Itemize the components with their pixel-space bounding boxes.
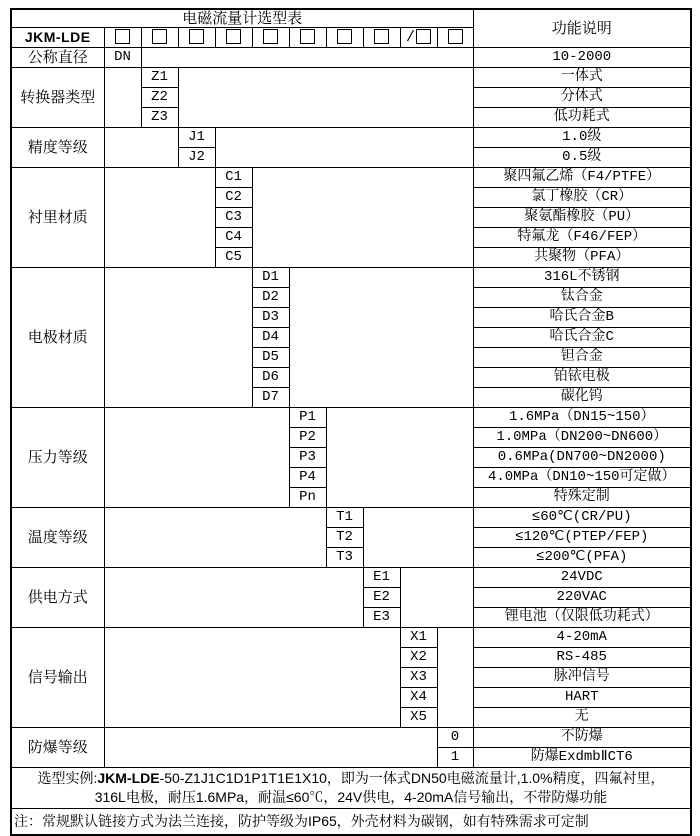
spacer-cell [104,628,400,728]
function-description: 哈氏合金C [473,328,691,348]
option-row [11,628,691,648]
category-label: 精度等级 [11,128,104,168]
code-cell-E1: E1 [363,568,400,588]
function-description: 碳化钨 [473,388,691,408]
option-row [11,68,691,88]
model-checkbox-2[interactable] [152,29,167,44]
option-row [11,728,691,748]
code-cell-J2: J2 [178,148,215,168]
flowmeter-selection-table [10,8,692,836]
code-cell-D5: D5 [252,348,289,368]
function-description: 一体式 [473,68,691,88]
code-cell-D3: D3 [252,308,289,328]
function-description: RS-485 [473,648,691,668]
function-description: HART [473,688,691,708]
model-checkbox-cell-8 [363,28,400,48]
code-cell-X5: X5 [400,708,437,728]
spacer-cell [104,168,215,268]
code-cell-D7: D7 [252,388,289,408]
code-cell-X4: X4 [400,688,437,708]
code-cell-X1: X1 [400,628,437,648]
function-description: 4-20mA [473,628,691,648]
example-line-1 [12,769,690,788]
function-description: 24VDC [473,568,691,588]
function-description: 分体式 [473,88,691,108]
model-checkbox-1[interactable] [115,29,130,44]
title-row [11,9,691,28]
selection-table [10,8,690,836]
function-description: 316L不锈钢 [473,268,691,288]
function-description: 220VAC [473,588,691,608]
code-cell-0: 0 [437,728,473,748]
spacer-cell [104,508,326,568]
function-description: ≤200℃(PFA) [473,548,691,568]
function-description: 1.0级 [473,128,691,148]
model-prefix: JKM-LDE [11,28,104,48]
category-label: 电极材质 [11,268,104,408]
spacer-cell [141,48,473,68]
category-label: 信号输出 [11,628,104,728]
code-cell-DN: DN [104,48,141,68]
code-cell-C2: C2 [215,188,252,208]
model-checkbox-8[interactable] [374,29,389,44]
function-description: 铂铱电极 [473,368,691,388]
code-cell-1: 1 [437,748,473,768]
spacer-cell [104,728,437,768]
model-checkbox-4[interactable] [226,29,241,44]
function-description: 聚四氟乙烯（F4/PTFE） [473,168,691,188]
spacer-cell [326,408,473,508]
code-cell-P3: P3 [289,448,326,468]
function-description: 4.0MPa（DN10~150可定做） [473,468,691,488]
default-config-note: 注：常规默认链接方式为法兰连接，防护等级为IP65，外壳材料为碳钢，如有特殊需求可定制 [11,809,691,836]
code-cell-Z2: Z2 [141,88,178,108]
spacer-cell [437,628,473,728]
category-label: 转换器类型 [11,68,104,128]
example-rest: -50-Z1J1C1D1P1T1E1X10，即为一体式DN50电磁流量计,1.0%精度，四氟衬里， [159,770,665,787]
option-row [11,168,691,188]
function-description: 特殊定制 [473,488,691,508]
spacer-cell [178,68,473,128]
example-row [11,768,691,809]
category-label: 供电方式 [11,568,104,628]
function-description: 10-2000 [473,48,691,68]
code-cell-P2: P2 [289,428,326,448]
code-cell-C5: C5 [215,248,252,268]
option-row [11,408,691,428]
code-cell-C4: C4 [215,228,252,248]
function-description: 1.6MPa（DN15~150） [473,408,691,428]
code-cell-D1: D1 [252,268,289,288]
option-row [11,268,691,288]
option-row [11,568,691,588]
code-cell-E3: E3 [363,608,400,628]
function-description: 防爆ExdmbⅡCT6 [473,748,691,768]
model-checkbox-cell-2 [141,28,178,48]
spacer-cell [104,568,363,628]
category-label: 防爆等级 [11,728,104,768]
spacer-cell [104,128,178,168]
code-cell-T3: T3 [326,548,363,568]
code-cell-Z3: Z3 [141,108,178,128]
spacer-cell [252,168,473,268]
spacer-cell [215,128,473,168]
code-cell-J1: J1 [178,128,215,148]
function-description: 1.0MPa（DN200~DN600） [473,428,691,448]
code-cell-D6: D6 [252,368,289,388]
model-checkbox-cell-6 [289,28,326,48]
table-title: 电磁流量计选型表 [11,9,473,28]
code-cell-D2: D2 [252,288,289,308]
model-checkbox-3[interactable] [189,29,204,44]
category-label: 公称直径 [11,48,104,68]
code-cell-P4: P4 [289,468,326,488]
code-cell-D4: D4 [252,328,289,348]
example-label: 选型实例: [37,770,98,787]
model-checkbox-6[interactable] [300,29,315,44]
function-description: 0.5级 [473,148,691,168]
function-description: 特氟龙（F46/FEP） [473,228,691,248]
category-label: 压力等级 [11,408,104,508]
code-cell-Pn: Pn [289,488,326,508]
function-description: 聚氨酯橡胶（PU） [473,208,691,228]
category-label: 温度等级 [11,508,104,568]
function-description: ≤120℃(PTEP/FEP) [473,528,691,548]
code-cell-X3: X3 [400,668,437,688]
code-cell-T1: T1 [326,508,363,528]
model-checkbox-10[interactable] [448,29,463,44]
function-description: ≤60℃(CR/PU) [473,508,691,528]
spacer-cell [400,568,473,628]
function-description: 脉冲信号 [473,668,691,688]
function-description: 锂电池（仅限低功耗式） [473,608,691,628]
model-checkbox-cell-4 [215,28,252,48]
code-cell-C3: C3 [215,208,252,228]
spacer-cell [363,508,473,568]
function-header: 功能说明 [473,9,691,48]
code-cell-Z1: Z1 [141,68,178,88]
function-description: 哈氏合金B [473,308,691,328]
model-checkbox-cell-10 [437,28,473,48]
spacer-cell [104,268,252,408]
function-description: 0.6MPa(DN700~DN2000) [473,448,691,468]
code-cell-T2: T2 [326,528,363,548]
category-label: 衬里材质 [11,168,104,268]
model-checkbox-cell-9 [400,28,437,48]
function-description: 共聚物（PFA） [473,248,691,268]
code-cell-C1: C1 [215,168,252,188]
function-description: 钽合金 [473,348,691,368]
slash-separator: / [405,29,415,47]
selection-example [11,768,691,809]
function-description: 氯丁橡胶（CR） [473,188,691,208]
function-description: 钛合金 [473,288,691,308]
spacer-cell [104,68,141,128]
model-checkbox-cell-1 [104,28,141,48]
example-model-code: JKM-LDE [97,770,160,787]
model-checkbox-7[interactable] [337,29,352,44]
option-row [11,508,691,528]
model-checkbox-cell-3 [178,28,215,48]
code-cell-E2: E2 [363,588,400,608]
model-checkbox-9[interactable] [416,29,431,44]
spacer-cell [104,408,289,508]
example-line-2: 316L电极，耐压1.6MPa，耐温≤60℃，24V供电，4-20mA信号输出，不带防爆功能 [94,789,608,806]
option-row [11,128,691,148]
function-description: 不防爆 [473,728,691,748]
model-checkbox-5[interactable] [263,29,278,44]
function-description: 低功耗式 [473,108,691,128]
model-checkbox-cell-7 [326,28,363,48]
code-cell-X2: X2 [400,648,437,668]
spacer-cell [289,268,473,408]
note-row [11,809,691,836]
code-cell-P1: P1 [289,408,326,428]
option-row [11,48,691,68]
model-checkbox-cell-5 [252,28,289,48]
function-description: 无 [473,708,691,728]
